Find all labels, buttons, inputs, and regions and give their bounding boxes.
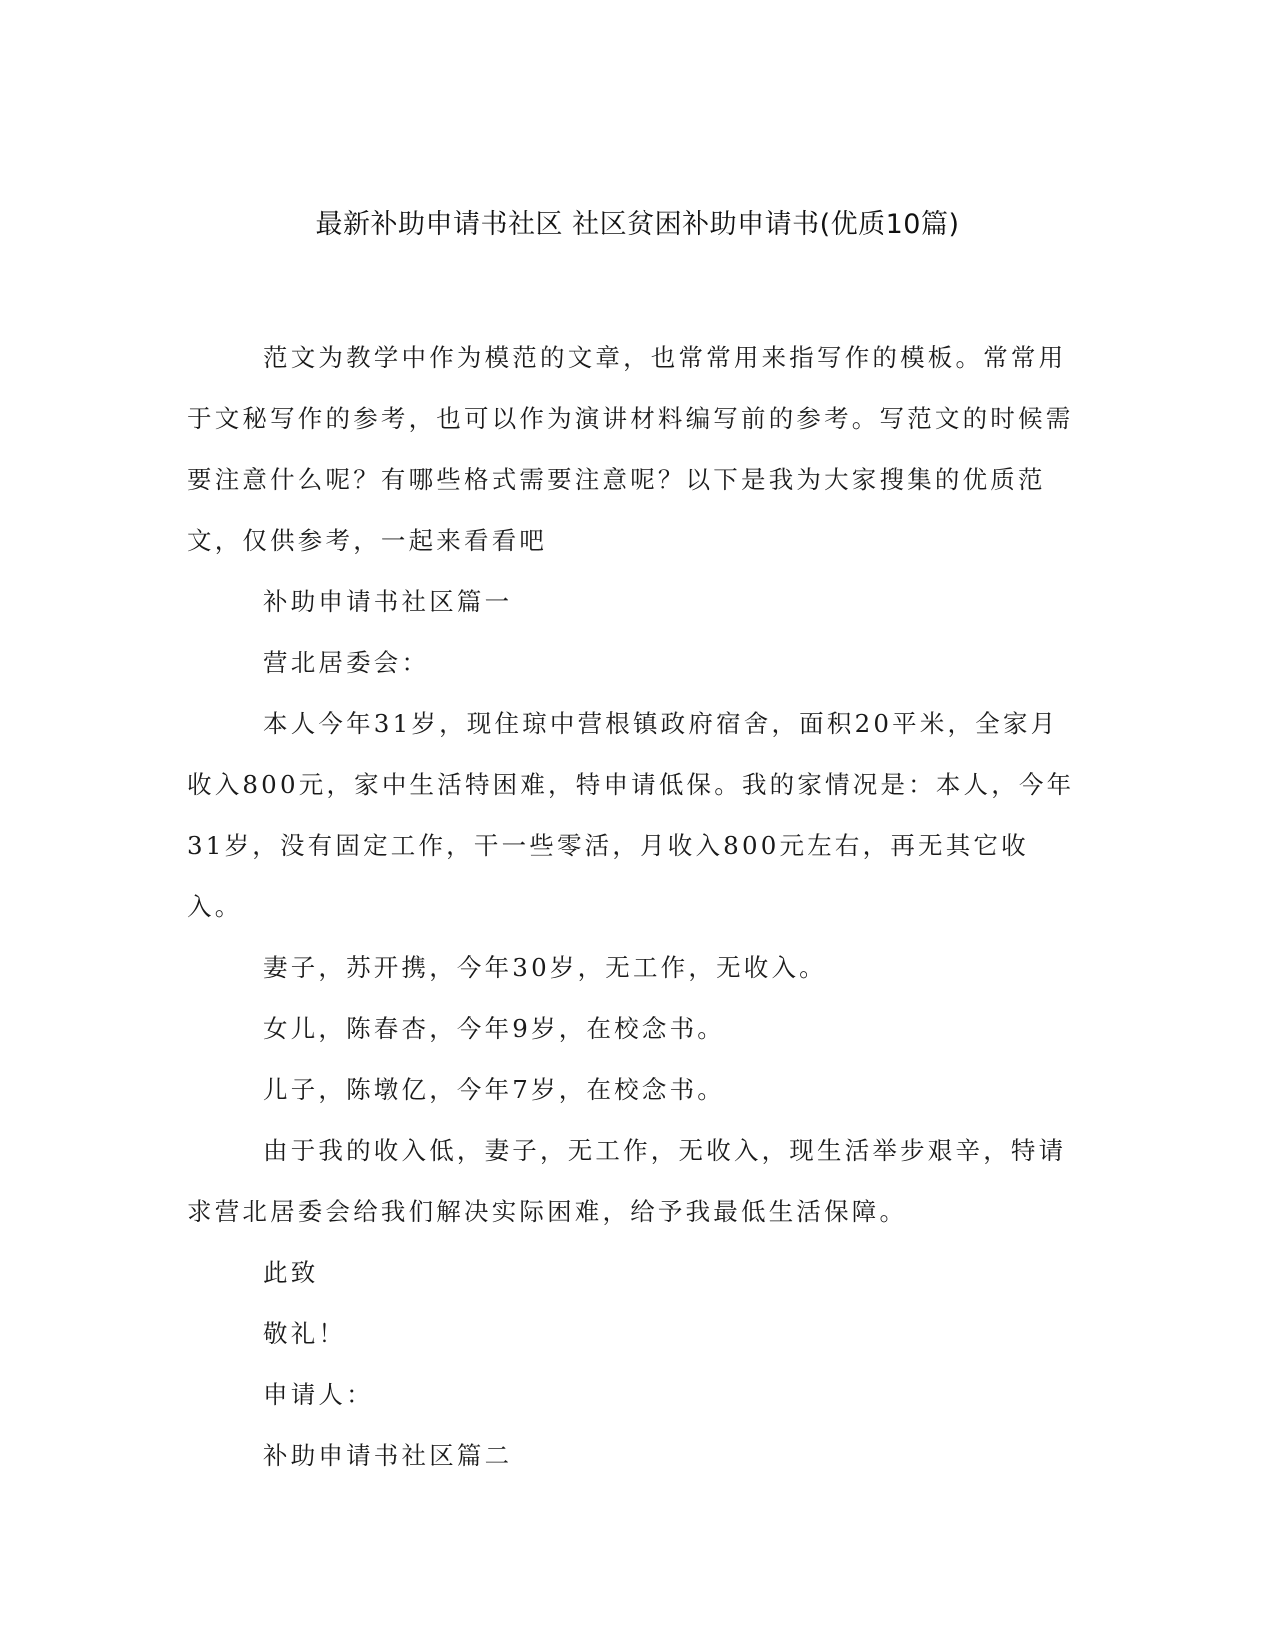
applicant-label: 申请人：: [263, 1380, 374, 1409]
section-heading-2: 补助申请书社区篇二: [263, 1441, 513, 1470]
family-member-daughter: 女儿，陈春杏，今年9岁，在校念书。: [263, 1014, 725, 1043]
family-member-son: 儿子，陈墩亿，今年7岁，在校念书。: [263, 1075, 725, 1104]
salutation: 营北居委会：: [263, 648, 430, 677]
request-paragraph: 由于我的收入低，妻子，无工作，无收入，现生活举步艰辛，特请求营北居委会给我们解决实际困难，给予我最低生活保障。: [187, 1136, 1067, 1226]
closing-respect: 敬礼！: [263, 1319, 347, 1348]
intro-paragraph: 范文为教学中作为模范的文章，也常常用来指写作的模板。常常用于文秘写作的参考，也可以作为演讲材料编写前的参考。写范文的时候需要注意什么呢？有哪些格式需要注意呢？以下是我为大家搜集的优质范文，仅供参考，一起来看看吧: [187, 343, 1074, 555]
body-paragraph: 本人今年31岁，现住琼中营根镇政府宿舍，面积20平米，全家月收入800元，家中生活特困难，特申请低保。我的家情况是：本人，今年31岁，没有固定工作，干一些零活，月收入800元左右，再无其它收入。: [187, 709, 1075, 921]
document-body: [187, 327, 1077, 1486]
document-title: 最新补助申请书社区 社区贫困补助申请书(优质10篇): [315, 209, 960, 240]
section-heading-1: 补助申请书社区篇一: [263, 587, 513, 616]
family-member-wife: 妻子，苏开携，今年30岁，无工作，无收入。: [263, 953, 827, 982]
closing-line: 此致: [263, 1258, 319, 1287]
